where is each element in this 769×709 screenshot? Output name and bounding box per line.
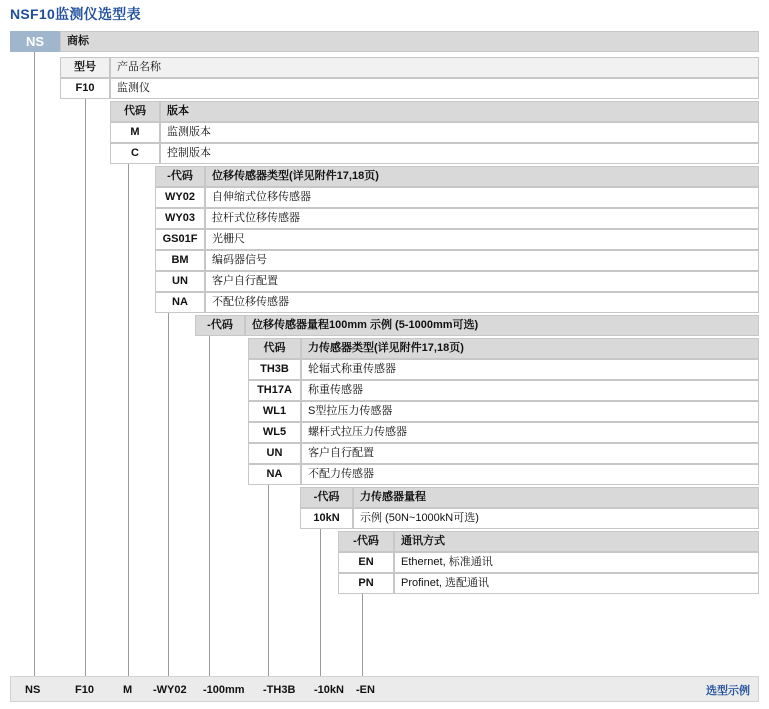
summary-item: -WY02 xyxy=(153,684,187,696)
version-header-code-cell: 代码 xyxy=(110,101,160,122)
displacement-row xyxy=(155,250,759,271)
force-label-cell: 螺杆式拉压力传感器 xyxy=(301,422,759,443)
displacement-row xyxy=(155,187,759,208)
displacement-code-cell: UN xyxy=(155,271,205,292)
connector-line-displacement-range xyxy=(209,336,210,676)
version-label-cell: 控制版本 xyxy=(160,143,759,164)
connector-line-force xyxy=(268,485,269,676)
communication-row xyxy=(338,552,759,573)
displacement-row xyxy=(155,229,759,250)
force-header-row xyxy=(248,338,759,359)
displacement-header-label-cell: 位移传感器类型(详见附件17,18页) xyxy=(205,166,759,187)
displacement-row xyxy=(155,271,759,292)
force-label-cell: 称重传感器 xyxy=(301,380,759,401)
force-code-cell: UN xyxy=(248,443,301,464)
force-row xyxy=(248,401,759,422)
version-row xyxy=(110,143,759,164)
summary-item: -100mm xyxy=(203,684,245,696)
force-range-label-cell: 示例 (50N~1000kN可选) xyxy=(353,508,759,529)
force-code-cell: TH3B xyxy=(248,359,301,380)
displacement-range-row xyxy=(195,315,759,336)
version-label-cell: 监测版本 xyxy=(160,122,759,143)
version-row xyxy=(110,122,759,143)
brand-label-cell: 商标 xyxy=(60,31,759,52)
force-range-row xyxy=(300,508,759,529)
displacement-label-cell: 客户自行配置 xyxy=(205,271,759,292)
force-range-header-label-cell: 力传感器量程 xyxy=(353,487,759,508)
brand-code-cell: NS xyxy=(10,31,60,52)
model-header-label-cell: 产品名称 xyxy=(110,57,759,78)
displacement-code-cell: WY03 xyxy=(155,208,205,229)
version-code-cell: M xyxy=(110,122,160,143)
force-code-cell: NA xyxy=(248,464,301,485)
displacement-label-cell: 编码器信号 xyxy=(205,250,759,271)
version-code-cell: C xyxy=(110,143,160,164)
force-code-cell: TH17A xyxy=(248,380,301,401)
displacement-label-cell: 拉杆式位移传感器 xyxy=(205,208,759,229)
displacement-code-cell: NA xyxy=(155,292,205,313)
displacement-row xyxy=(155,292,759,313)
page-title: NSF10监测仪选型表 xyxy=(10,6,141,22)
summary-item: -TH3B xyxy=(263,684,296,696)
force-range-header-row xyxy=(300,487,759,508)
model-row xyxy=(60,78,759,99)
summary-item: NS xyxy=(25,684,41,696)
force-range-header-code-cell: -代码 xyxy=(300,487,353,508)
connector-line-brand xyxy=(34,52,35,676)
connector-line-displacement xyxy=(168,313,169,676)
connector-line-model xyxy=(85,99,86,676)
force-range-code-cell: 10kN xyxy=(300,508,353,529)
force-row xyxy=(248,443,759,464)
summary-item: M xyxy=(123,684,133,696)
force-label-cell: 客户自行配置 xyxy=(301,443,759,464)
displacement-range-code-cell: -代码 xyxy=(195,315,245,336)
displacement-header-code-cell: -代码 xyxy=(155,166,205,187)
displacement-code-cell: BM xyxy=(155,250,205,271)
force-header-code-cell: 代码 xyxy=(248,338,301,359)
communication-row xyxy=(338,573,759,594)
force-code-cell: WL1 xyxy=(248,401,301,422)
summary-item: F10 xyxy=(75,684,94,696)
displacement-code-cell: GS01F xyxy=(155,229,205,250)
communication-label-cell: Profinet, 选配通讯 xyxy=(394,573,759,594)
force-row xyxy=(248,359,759,380)
version-header-label-cell: 版本 xyxy=(160,101,759,122)
brand-row xyxy=(10,31,759,52)
force-row xyxy=(248,380,759,401)
displacement-label-cell: 自伸缩式位移传感器 xyxy=(205,187,759,208)
summary-label: 选型示例 xyxy=(706,685,750,697)
communication-header-row xyxy=(338,531,759,552)
displacement-label-cell: 光栅尺 xyxy=(205,229,759,250)
communication-code-cell: EN xyxy=(338,552,394,573)
model-code-cell: F10 xyxy=(60,78,110,99)
displacement-label-cell: 不配位移传感器 xyxy=(205,292,759,313)
model-header-row xyxy=(60,57,759,78)
displacement-range-label-cell: 位移传感器量程100mm 示例 (5-1000mm可选) xyxy=(245,315,759,336)
displacement-row xyxy=(155,208,759,229)
summary-item: -EN xyxy=(356,684,375,696)
communication-label-cell: Ethernet, 标准通讯 xyxy=(394,552,759,573)
connector-line-force-range xyxy=(320,529,321,676)
displacement-header-row xyxy=(155,166,759,187)
connector-line-version xyxy=(128,164,129,676)
force-row xyxy=(248,464,759,485)
summary-item: -10kN xyxy=(314,684,344,696)
force-row xyxy=(248,422,759,443)
displacement-code-cell: WY02 xyxy=(155,187,205,208)
communication-code-cell: PN xyxy=(338,573,394,594)
force-header-label-cell: 力传感器类型(详见附件17,18页) xyxy=(301,338,759,359)
model-header-code-cell: 型号 xyxy=(60,57,110,78)
force-label-cell: S型拉压力传感器 xyxy=(301,401,759,422)
force-label-cell: 轮辐式称重传感器 xyxy=(301,359,759,380)
communication-header-code-cell: -代码 xyxy=(338,531,394,552)
communication-header-label-cell: 通讯方式 xyxy=(394,531,759,552)
force-label-cell: 不配力传感器 xyxy=(301,464,759,485)
version-header-row xyxy=(110,101,759,122)
force-code-cell: WL5 xyxy=(248,422,301,443)
summary-bar xyxy=(10,676,759,702)
model-label-cell: 监测仪 xyxy=(110,78,759,99)
connector-line-communication xyxy=(362,594,363,676)
